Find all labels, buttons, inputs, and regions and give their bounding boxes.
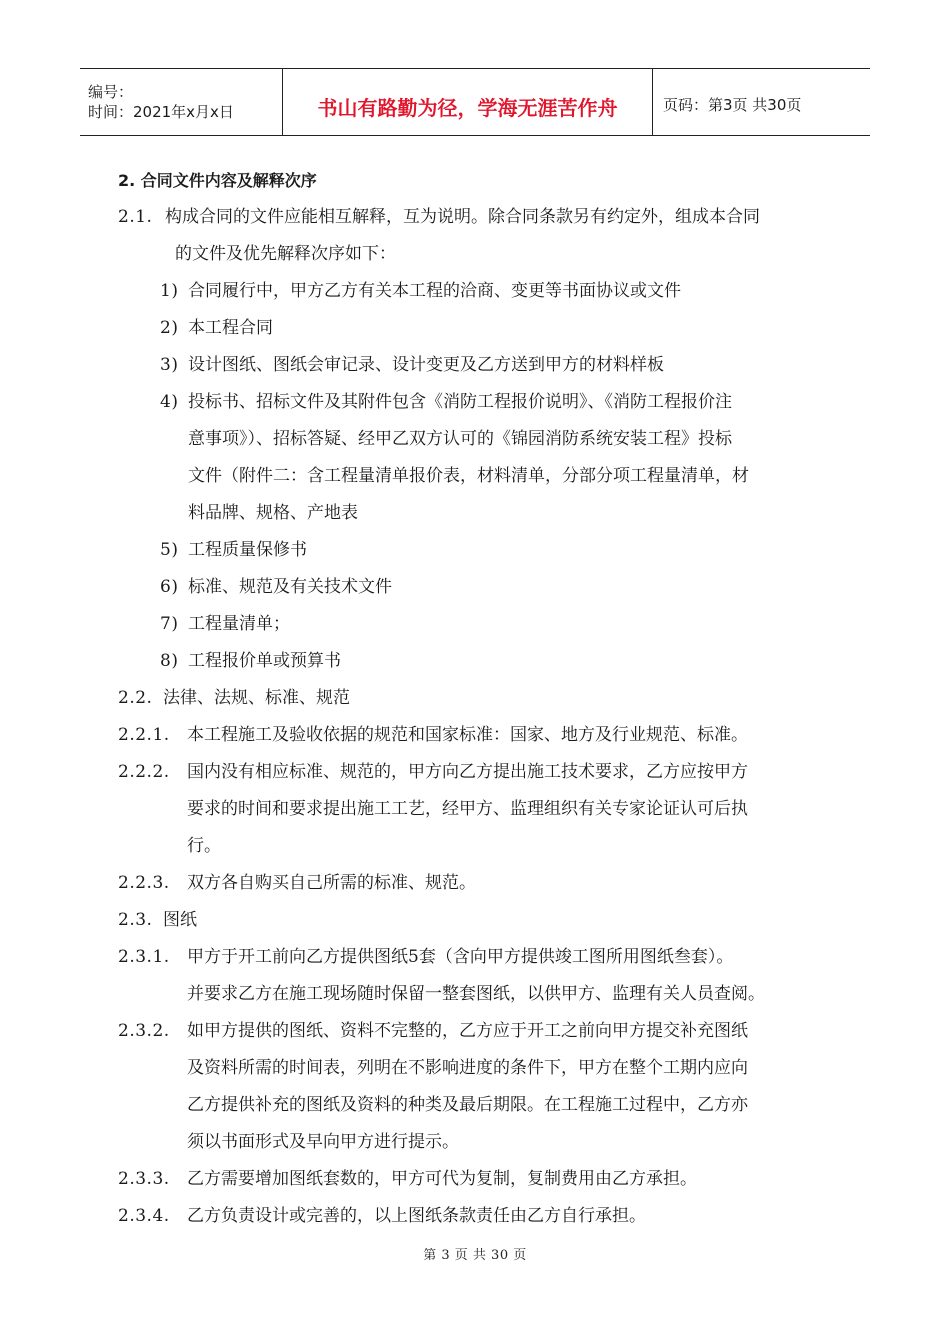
clause-2-2-2-continued	[118, 828, 858, 865]
list-item-text: 本工程合同	[188, 318, 273, 338]
clause-2-3-2	[118, 1013, 858, 1050]
clause-text: 法律、法规、标准、规范	[163, 688, 350, 708]
clause-number: 2.3.	[118, 910, 153, 930]
header-time: 时间：2021年x月x日	[88, 103, 234, 121]
list-item-4	[118, 384, 858, 421]
list-item-text: 工程量清单；	[188, 614, 290, 634]
clause-number: 2.2.3.	[118, 873, 170, 893]
header-motto: 书山有路勤为径，学海无涯苦作舟	[317, 95, 618, 120]
header-code-label: 编号：	[88, 83, 134, 101]
clause-2-3	[118, 902, 858, 939]
list-item-text: 合同履行中，甲方乙方有关本工程的洽商、变更等书面协议或文件	[188, 281, 681, 301]
section-heading: 2. 合同文件内容及解释次序	[118, 171, 317, 190]
clause-text: 的文件及优先解释次序如下：	[175, 244, 396, 264]
clause-text: 乙方负责设计或完善的，以上图纸条款责任由乙方自行承担。	[187, 1206, 646, 1226]
clause-number: 2.3.2.	[118, 1021, 170, 1041]
clause-text: 要求的时间和要求提出施工工艺，经甲方、监理组织有关专家论证认可后执	[187, 799, 748, 819]
clause-text: 须以书面形式及早向甲方进行提示。	[187, 1132, 459, 1152]
clause-number: 2.3.1.	[118, 947, 170, 967]
clause-number: 2.3.3.	[118, 1169, 170, 1189]
clause-2-3-2-continued	[118, 1050, 858, 1087]
clause-2-1	[118, 199, 858, 236]
list-item-number: 1)	[160, 281, 179, 301]
list-item-4-continued	[118, 458, 858, 495]
header-page-info: 页码：第3页 共30页	[663, 95, 802, 114]
list-item-text: 工程质量保修书	[188, 540, 307, 560]
clause-2-2-2	[118, 754, 858, 791]
clause-text: 国内没有相应标准、规范的，甲方向乙方提出施工技术要求，乙方应按甲方	[187, 762, 748, 782]
clause-text: 并要求乙方在施工现场随时保留一整套图纸，以供甲方、监理有关人员查阅。	[187, 984, 765, 1004]
clause-2-3-4	[118, 1198, 858, 1235]
list-item-text: 标准、规范及有关技术文件	[188, 577, 392, 597]
clause-2-2-2-continued	[118, 791, 858, 828]
list-item-number: 2)	[160, 318, 179, 338]
clause-text: 及资料所需的时间表，列明在不影响进度的条件下，甲方在整个工期内应向	[187, 1058, 748, 1078]
list-item	[118, 606, 858, 643]
clause-text: 乙方需要增加图纸套数的，甲方可代为复制，复制费用由乙方承担。	[187, 1169, 697, 1189]
header-page-cell	[653, 69, 870, 135]
clause-text: 双方各自购买自己所需的标准、规范。	[187, 873, 476, 893]
clause-text: 构成合同的文件应能相互解释，互为说明。除合同条款另有约定外，组成本合同	[165, 207, 760, 227]
document-body	[118, 162, 858, 1235]
clause-number: 2.3.4.	[118, 1206, 170, 1226]
list-item-text: 工程报价单或预算书	[188, 651, 341, 671]
list-item-number: 7)	[160, 614, 179, 634]
list-item-number: 8)	[160, 651, 179, 671]
list-item-text: 料品牌、规格、产地表	[188, 503, 358, 523]
list-item	[118, 643, 858, 680]
list-item	[118, 532, 858, 569]
clause-2-3-2-continued	[118, 1087, 858, 1124]
clause-number: 2.2.	[118, 688, 153, 708]
header-meta-cell	[80, 69, 283, 135]
list-item	[118, 273, 858, 310]
clause-2-2-3	[118, 865, 858, 902]
list-item	[118, 569, 858, 606]
list-item-text: 设计图纸、图纸会审记录、设计变更及乙方送到甲方的材料样板	[188, 355, 664, 375]
list-item-number: 6)	[160, 577, 179, 597]
header-motto-cell	[283, 69, 653, 135]
document-header	[80, 68, 870, 136]
clause-2-2	[118, 680, 858, 717]
clause-2-2-1	[118, 717, 858, 754]
clause-text: 乙方提供补充的图纸及资料的种类及最后期限。在工程施工过程中，乙方亦	[187, 1095, 748, 1115]
list-item-text: 文件（附件二：含工程量清单报价表，材料清单，分部分项工程量清单，材	[188, 466, 749, 486]
list-item-4-continued	[118, 495, 858, 532]
list-item-4-continued	[118, 421, 858, 458]
list-item-text: 投标书、招标文件及其附件包含《消防工程报价说明》、《消防工程报价注	[188, 392, 732, 412]
clause-text: 甲方于开工前向乙方提供图纸5套（含向甲方提供竣工图所用图纸叁套）。	[187, 947, 734, 967]
clause-number: 2.2.2.	[118, 762, 170, 782]
clause-text: 本工程施工及验收依据的规范和国家标准：国家、地方及行业规范、标准。	[187, 725, 748, 745]
clause-number: 2.1.	[118, 207, 153, 227]
clause-text: 行。	[187, 836, 221, 856]
clause-2-3-1-continued	[118, 976, 858, 1013]
clause-2-3-3	[118, 1161, 858, 1198]
clause-2-3-2-continued	[118, 1124, 858, 1161]
list-item	[118, 347, 858, 384]
page-footer: 第 3 页 共 30 页	[423, 1248, 527, 1263]
clause-text: 图纸	[163, 910, 197, 930]
list-item-number: 3)	[160, 355, 179, 375]
clause-2-1-continued	[118, 236, 858, 273]
list-item	[118, 310, 858, 347]
list-item-number: 4)	[160, 392, 179, 412]
clause-number: 2.2.1.	[118, 725, 170, 745]
list-item-number: 5)	[160, 540, 179, 560]
clause-text: 如甲方提供的图纸、资料不完整的，乙方应于开工之前向甲方提交补充图纸	[187, 1021, 748, 1041]
clause-2-3-1	[118, 939, 858, 976]
list-item-text: 意事项》）、招标答疑、经甲乙双方认可的《锦园消防系统安装工程》投标	[188, 429, 732, 449]
